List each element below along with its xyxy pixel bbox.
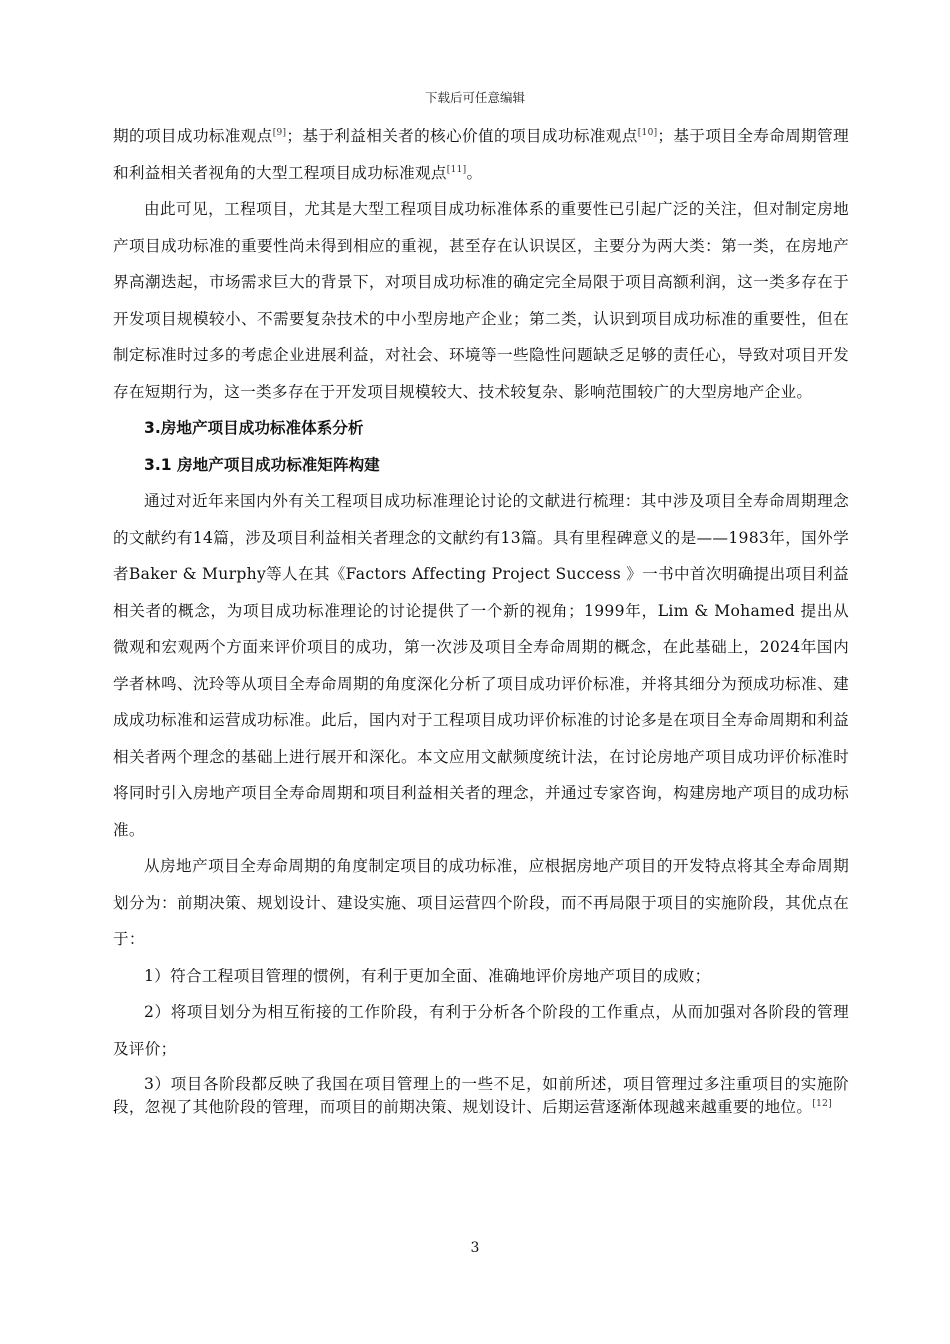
paragraph: 从房地产项目全寿命周期的角度制定项目的成功标准，应根据房地产项目的开发特点将其全寿命周期划分为：前期决策、规划设计、建设实施、项目运营四个阶段，而不再局限于项目的实施阶段，其优点在于： [113, 857, 849, 948]
page-number: 3 [470, 1240, 480, 1256]
text-run: 。 [466, 163, 483, 182]
text-run: ；基于项目全寿命周期管理和利益相关者视角的大型工程项目成功标准观点 [113, 127, 849, 182]
citation-ref: [10] [637, 127, 658, 138]
list-item: 2）将项目划分为相互衔接的工作阶段，有利于分析各个阶段的工作重点，从而加强对各阶段的管理及评价； [113, 1003, 849, 1058]
text-run: 期的项目成功标准观点 [113, 127, 273, 145]
paragraph: 由此可见，工程项目，尤其是大型工程项目成功标准体系的重要性已引起广泛的关注，但对制定房地产项目成功标准的重要性尚未得到相应的重视，甚至存在认识误区，主要分为两大类：第一类，在房地产界高潮迭起，市场需求巨大的背景下，对项目成功标准的确定完全局限于项目高额利润，这一类多存在于开发项目规模较小、不需要复杂技术的中小型房地产企业；第二类，认识到项目成功标准的重要性，但在制定标准时过多的考虑企业进展利益，对社会、环境等一些隐性问题缺乏足够的责任心，导致对项目开发存在短期行为，这一类多存在于开发项目规模较大、技术较复杂、影响范围较广的大型房地产企业。 [113, 200, 849, 401]
section-heading: 3.房地产项目成功标准体系分析 [144, 419, 364, 437]
text-run: 3）项目各阶段都反映了我国在项目管理上的一些不足，如前所述，项目管理过多注重项目的实施阶段，忽视了其他阶段的管理，而项目的前期决策、规划设计、后期运营逐渐体现越来越重要的地位。 [113, 1075, 849, 1116]
page-header: 下载后可任意编辑 [424, 90, 525, 105]
subsection-heading: 3.1 房地产项目成功标准矩阵构建 [144, 455, 380, 474]
citation-ref: [11] [446, 164, 467, 175]
citation-ref: [12] [812, 1098, 833, 1109]
list-item [113, 1073, 849, 1119]
citation-ref: [9] [272, 127, 287, 138]
paragraph: 通过对近年来国内外有关工程项目成功标准理论讨论的文献进行梳理：其中涉及项目全寿命周期理念的文献约有14篇，涉及项目利益相关者理念的文献约有13篇。具有里程碑意义的是——1983年，国外学者Baker & Murphy等人在其《Factors Affecting Project Success 》一书中首次明确提出项目利益相关者的概念，为项目成功标准理论的讨论提供了一个新的视角；1999年，Lim & Mohamed 提出从微观和宏观两个方面来评价项目的成功，第一次涉及项目全寿命周期的概念，在此基础上，2024年国内学者林鸣、沈玲等从项目全寿命周期的角度深化分析了项目成功评价标准，并将其细分为预成功标准、建成成功标准和运营成功标准。此后，国内对于工程项目成功评价标准的讨论多是在项目全寿命周期和利益相关者两个理念的基础上进行展开和深化。本文应用文献频度统计法，在讨论房地产项目成功评价标准时将同时引入房地产项目全寿命周期和项目利益相关者的理念，并通过专家咨询，构建房地产项目的成功标准。 [113, 492, 849, 839]
document-body [113, 118, 849, 1119]
paragraph-continuation [113, 118, 849, 191]
text-run: ；基于利益相关者的核心价值的项目成功标准观点 [286, 127, 638, 145]
list-item: 1）符合工程项目管理的惯例，有利于更加全面、准确地评价房地产项目的成败； [144, 966, 711, 985]
